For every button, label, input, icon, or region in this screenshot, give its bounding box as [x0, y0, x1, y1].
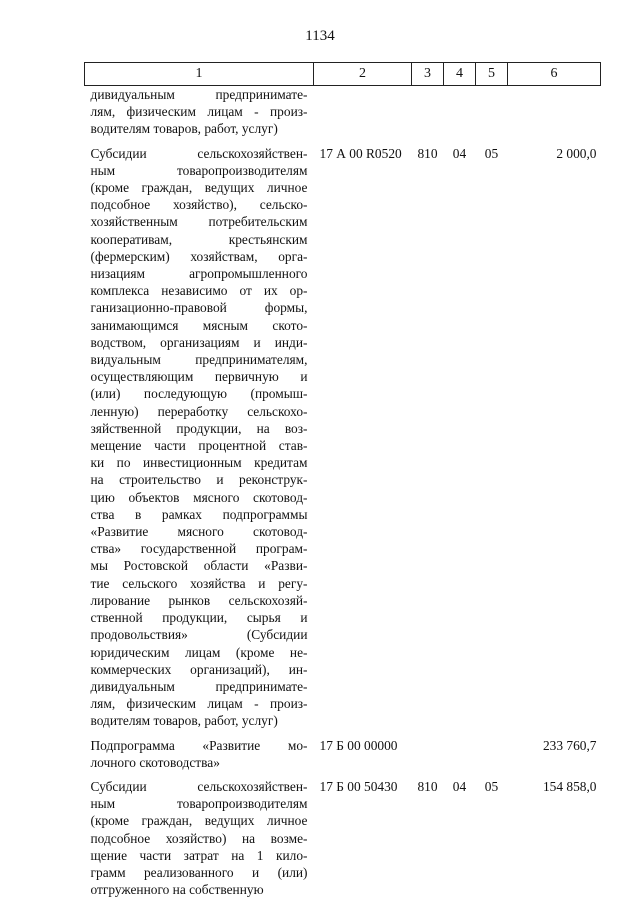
- description-line: щение части затрат на 1 кило-: [90, 847, 308, 863]
- description-line: (или) последующую (промыш-: [90, 386, 308, 402]
- row-amount: [508, 86, 601, 138]
- description-line: хозяйственным потребительским: [90, 214, 308, 230]
- row-col5: [476, 86, 508, 138]
- description-line: (фермерским) хозяйствам, орга-: [90, 248, 308, 264]
- description-line: комплекса независимо от их ор-: [90, 283, 308, 299]
- row-amount: 154 858,0: [542, 778, 597, 794]
- description-line: кооперативам, крестьянским: [90, 231, 308, 247]
- description-line: зяйственной продукции, на воз-: [90, 420, 308, 436]
- table-header-row: [85, 63, 601, 86]
- description-line: (кроме граждан, ведущих личное: [90, 813, 308, 829]
- description-line: (кроме граждан, ведущих личное: [90, 180, 308, 196]
- row-col4: [444, 730, 476, 771]
- description-line: Подпрограмма «Развитие мо-: [90, 737, 308, 753]
- page-number: 1134: [305, 28, 335, 44]
- row-col5: 05: [484, 145, 499, 161]
- header-col-6: 6: [508, 63, 601, 86]
- description-line: на строительство и реконструк-: [90, 472, 308, 488]
- description-line: подсобное хозяйство) на возме-: [90, 830, 308, 846]
- description-line: мы Ростовской области «Разви-: [90, 558, 308, 574]
- description-line: дивидуальным предпринимате-: [90, 678, 308, 694]
- description-line: водителям товаров, работ, услуг): [90, 121, 278, 137]
- header-col-2: 2: [314, 63, 412, 86]
- header-col-4: 4: [444, 63, 476, 86]
- description-line: ным товаропроизводителям: [90, 162, 308, 178]
- row-description: [85, 771, 314, 898]
- description-line: отгруженного на собственную: [90, 882, 264, 898]
- description-line: занимающимся мясным ското-: [90, 317, 308, 333]
- row-code: 17 А 00 R0520: [319, 145, 402, 161]
- description-line: продовольствия» (Субсидии: [90, 627, 308, 643]
- row-col3: [412, 86, 444, 138]
- row-amount: 233 760,7: [542, 737, 597, 753]
- row-code: 17 Б 00 00000: [319, 737, 398, 753]
- description-line: «Развитие мясного скотовод-: [90, 524, 308, 540]
- row-description: [85, 730, 314, 771]
- table-row: [85, 771, 601, 898]
- header-col-1: 1: [85, 63, 314, 86]
- row-description: [85, 86, 314, 138]
- table-row: [85, 730, 601, 771]
- row-description: [85, 138, 314, 730]
- table-row: [85, 86, 601, 138]
- description-line: мещение части процентной став-: [90, 438, 308, 454]
- row-col3: 810: [417, 145, 438, 161]
- description-line: ным товаропроизводителям: [90, 796, 308, 812]
- row-col3: 810: [417, 778, 438, 794]
- description-line: подсобное хозяйство), сельско-: [90, 197, 308, 213]
- description-line: ленную) переработку сельскохо-: [90, 403, 308, 419]
- row-col5: [476, 730, 508, 771]
- description-line: осуществляющим первичную и: [90, 369, 308, 385]
- description-line: грамм реализованного и (или): [90, 864, 308, 880]
- description-line: Субсидии сельскохозяйствен-: [90, 145, 308, 161]
- description-line: ства» государственной програм-: [90, 541, 308, 557]
- row-col4: 04: [452, 145, 467, 161]
- description-line: водством, организациям и инди-: [90, 334, 308, 350]
- description-line: коммерческих организаций), ин-: [90, 661, 308, 677]
- description-line: Субсидии сельскохозяйствен-: [90, 778, 308, 794]
- description-line: лирование рынков сельскохозяй-: [90, 592, 308, 608]
- description-line: ганизационно-правовой формы,: [90, 300, 308, 316]
- header-col-3: 3: [412, 63, 444, 86]
- description-line: ки по инвестиционным кредитам: [90, 455, 308, 471]
- description-line: низациям агропромышленного: [90, 266, 308, 282]
- row-code: [314, 86, 412, 138]
- row-col3: [412, 730, 444, 771]
- header-col-5: 5: [476, 63, 508, 86]
- description-line: ства в рамках подпрограммы: [90, 506, 308, 522]
- description-line: цию объектов мясного скотовод-: [90, 489, 308, 505]
- table-body: [85, 86, 601, 899]
- description-line: лочного скотоводства»: [90, 754, 220, 770]
- description-line: тие сельского хозяйства и регу-: [90, 575, 308, 591]
- row-col4: [444, 86, 476, 138]
- row-col5: 05: [484, 778, 499, 794]
- table-row: [85, 138, 601, 730]
- description-line: юридическим лицам (кроме не-: [90, 644, 308, 660]
- row-col4: 04: [452, 778, 467, 794]
- description-line: ственной продукции, сырья и: [90, 610, 308, 626]
- description-line: лям, физическим лицам - произ-: [90, 104, 308, 120]
- budget-table: [84, 62, 601, 898]
- description-line: лям, физическим лицам - произ-: [90, 696, 308, 712]
- description-line: дивидуальным предпринимате-: [90, 87, 308, 102]
- row-code: 17 Б 00 50430: [319, 778, 398, 794]
- description-line: видуальным предпринимателям,: [90, 352, 308, 368]
- row-amount: 2 000,0: [556, 145, 597, 161]
- description-line: водителям товаров, работ, услуг): [90, 713, 278, 729]
